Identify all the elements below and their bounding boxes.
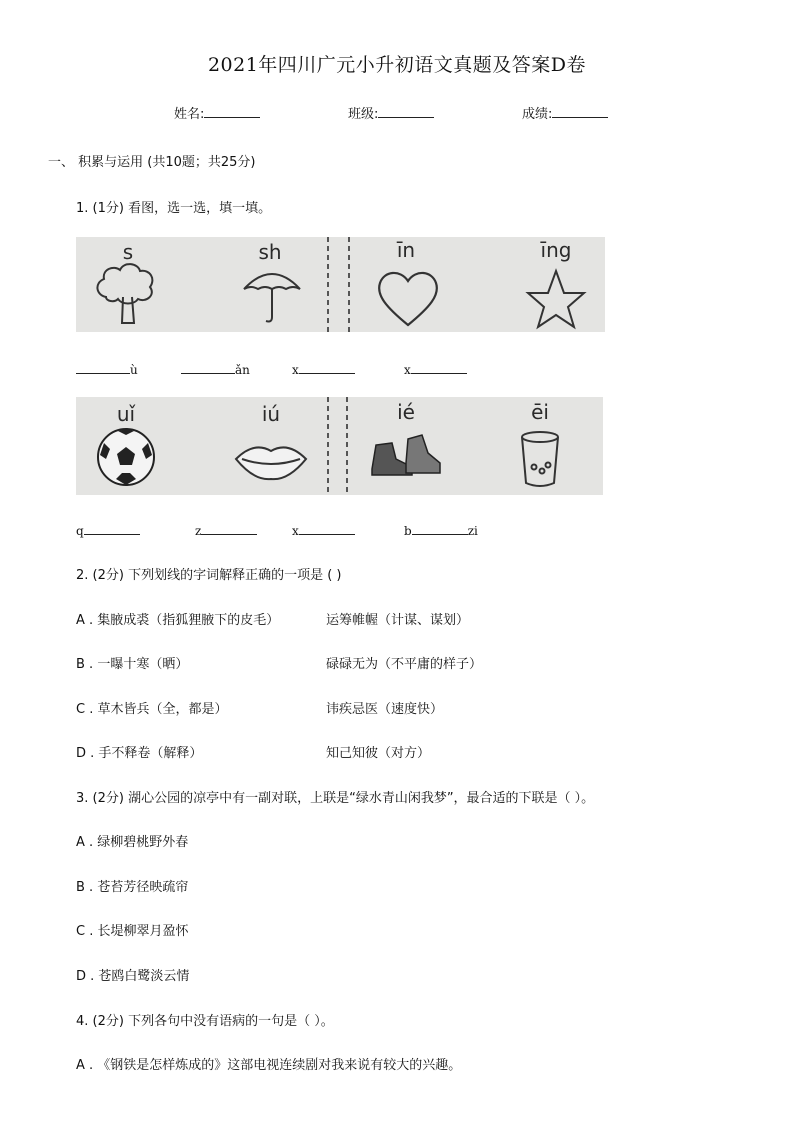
option-b-left[interactable]: B . 一曝十寒（晒） xyxy=(76,657,189,672)
answer-1-1[interactable]: ù xyxy=(76,361,138,377)
name-label: 姓名: xyxy=(174,107,205,122)
section-heading: 一、 积累与运用 (共10题；共25分) xyxy=(48,155,256,170)
question-4-stem: 4. (2分) 下列各句中没有语病的一句是（ ）。 xyxy=(76,1014,334,1029)
answer-blank[interactable] xyxy=(84,522,140,535)
answer-1-2[interactable]: ǎn xyxy=(181,361,250,377)
answer-blank[interactable] xyxy=(412,522,468,535)
question-2-stem: 2. (2分) 下列划线的字词解释正确的一项是 ( ) xyxy=(76,568,342,583)
option-d-left[interactable]: D . 手不释卷（解释） xyxy=(76,746,203,761)
answer-blank[interactable] xyxy=(181,361,235,374)
answer-2-4[interactable]: b zi xyxy=(404,524,478,538)
class-label: 班级: xyxy=(348,107,379,122)
answer-2-1[interactable]: q xyxy=(76,522,140,538)
q3-option-b[interactable]: B . 苍苔芳径映疏帘 xyxy=(76,880,189,895)
star-icon xyxy=(528,271,584,327)
score-field[interactable] xyxy=(522,103,608,122)
score-blank[interactable] xyxy=(552,105,608,118)
heart-icon xyxy=(379,273,437,325)
class-blank[interactable] xyxy=(378,105,434,118)
shoes-icon xyxy=(372,435,440,475)
pinyin-label-iu: iú xyxy=(261,402,281,426)
option-d-right: 知己知彼（对方） xyxy=(326,746,431,761)
option-a-right: 运筹帷幄（计谋、谋划） xyxy=(326,613,470,628)
score-label: 成绩: xyxy=(522,107,553,122)
option-c-left[interactable]: C . 草木皆兵（全，都是） xyxy=(76,702,228,717)
answer-blank[interactable] xyxy=(299,522,355,535)
option-c-right: 讳疾忌医（速度快） xyxy=(326,702,444,717)
q3-option-d[interactable]: D . 苍鸥白鹭淡云情 xyxy=(76,969,190,984)
lips-icon xyxy=(236,447,306,479)
answer-blank[interactable] xyxy=(299,361,355,374)
answer-blank[interactable] xyxy=(76,361,130,374)
pinyin-label-sh: sh xyxy=(258,240,282,264)
q3-option-a[interactable]: A . 绿柳碧桃野外春 xyxy=(76,835,189,850)
q4-option-a[interactable]: A . 《钢铁是怎样炼成的》这部电视连续剧对我来说有较大的兴趣。 xyxy=(76,1058,462,1073)
option-b-right: 碌碌无为（不平庸的样子） xyxy=(326,657,483,672)
question-1-stem: 1. (1分) 看图，选一选，填一填。 xyxy=(76,201,272,216)
pinyin-label-ing: īng xyxy=(540,238,572,262)
pinyin-label-ui: uǐ xyxy=(116,402,136,426)
name-blank[interactable] xyxy=(204,105,260,118)
pinyin-label-ei: ēi xyxy=(531,400,549,424)
tree-icon xyxy=(97,264,152,323)
option-a-left[interactable]: A . 集腋成裘（指狐狸腋下的皮毛） xyxy=(76,613,280,628)
question-3-stem: 3. (2分) 湖心公园的凉亭中有一副对联，上联是“绿水青山闲我梦”，最合适的下联是（ ）。 xyxy=(76,791,595,806)
picture-strip-1 xyxy=(76,237,605,332)
class-field[interactable] xyxy=(348,103,434,122)
picture-strip-2 xyxy=(76,397,603,495)
name-field[interactable] xyxy=(174,103,260,122)
umbrella-icon xyxy=(244,274,300,322)
answer-1-3[interactable]: x xyxy=(292,361,355,377)
answer-1-4[interactable]: x xyxy=(404,361,467,377)
pinyin-label-s: s xyxy=(122,240,134,264)
pinyin-label-in: īn xyxy=(396,238,416,262)
answer-2-3[interactable]: x xyxy=(292,522,355,538)
soccer-ball-icon xyxy=(98,429,154,485)
answer-blank[interactable] xyxy=(201,522,257,535)
answer-blank[interactable] xyxy=(411,361,467,374)
pinyin-label-ie: ié xyxy=(397,400,415,424)
answer-2-2[interactable]: z xyxy=(195,522,257,538)
q3-option-c[interactable]: C . 长堤柳翠月盈怀 xyxy=(76,924,189,939)
page-title: 2021年四川广元小升初语文真题及答案D卷 xyxy=(207,54,587,76)
glass-cup-icon xyxy=(522,432,558,486)
